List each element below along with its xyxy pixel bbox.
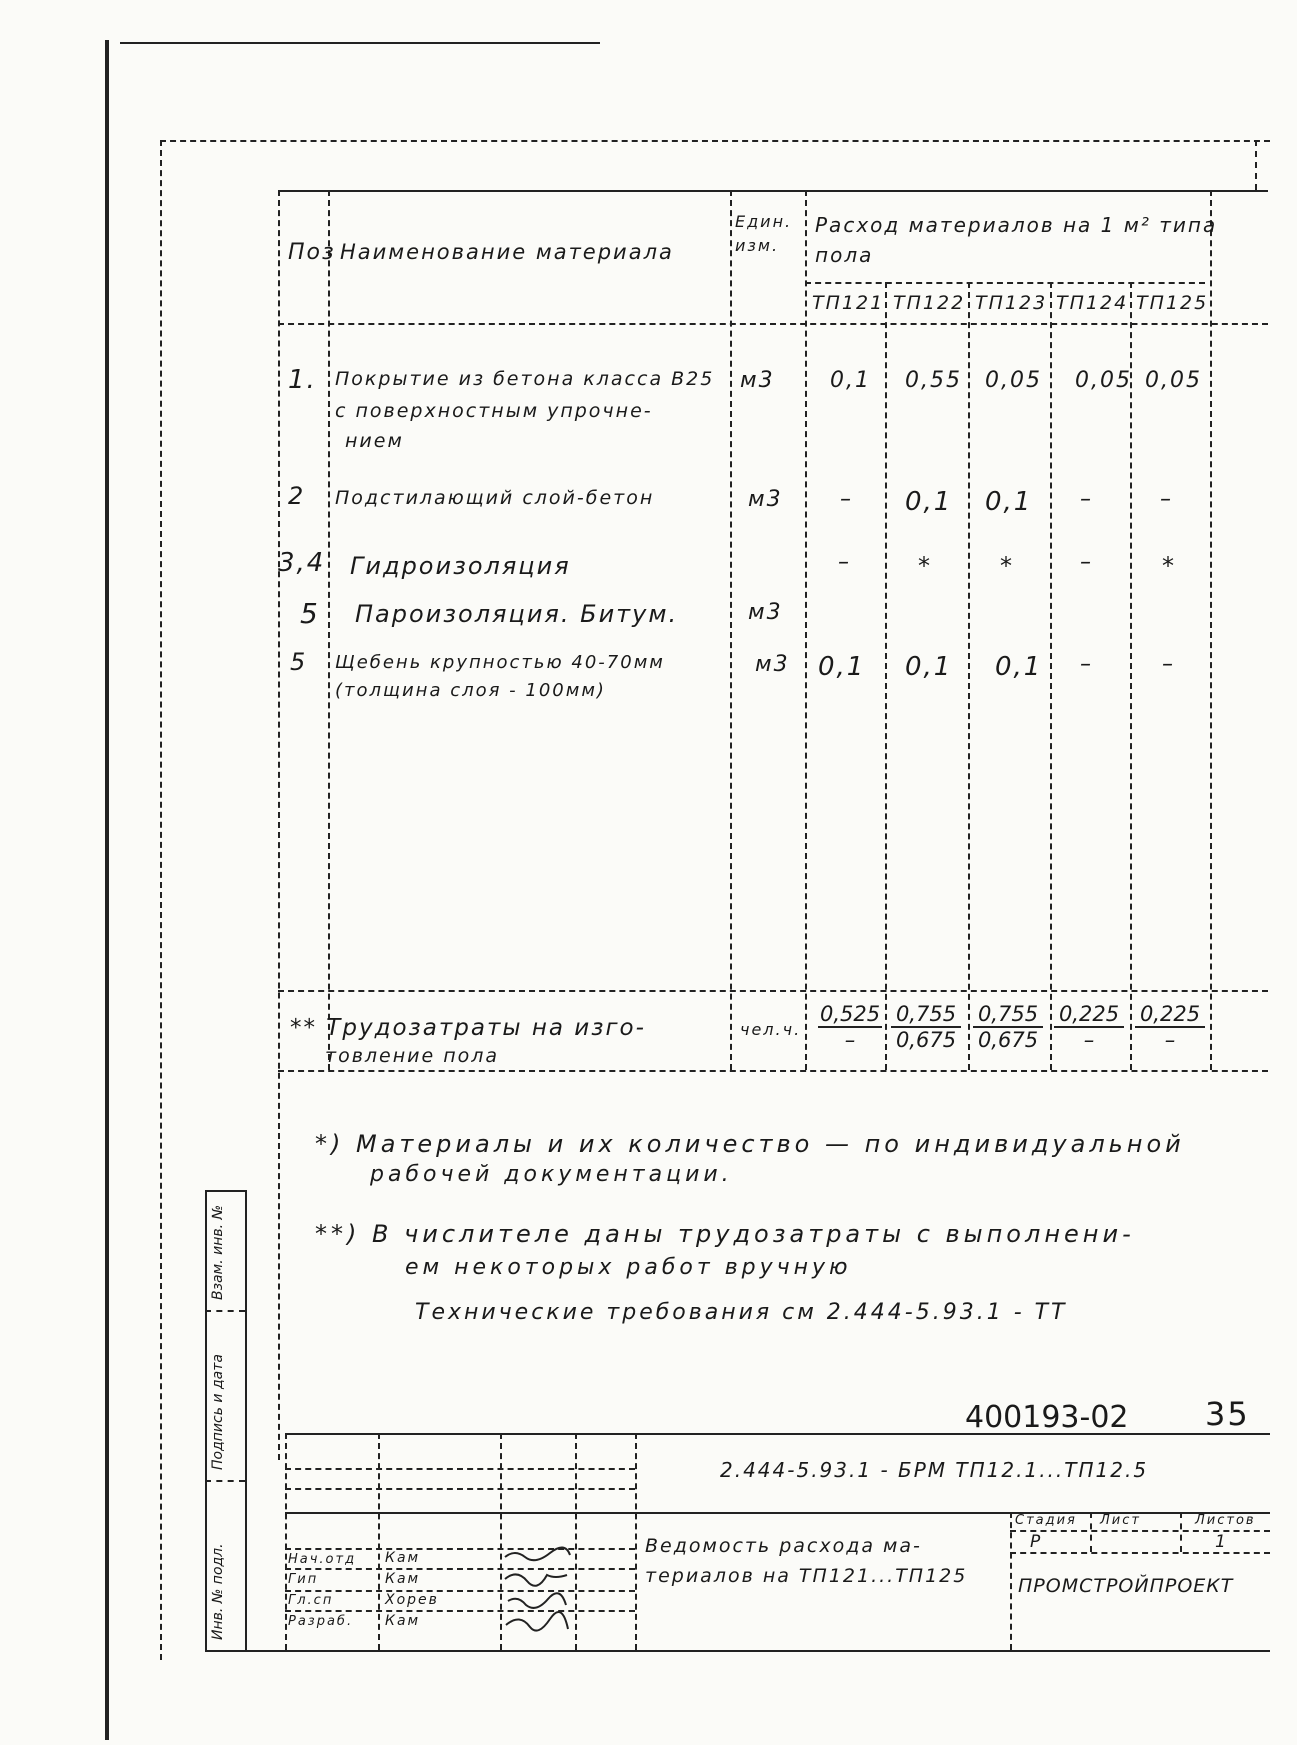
row3-val-5: *	[1162, 552, 1176, 580]
row5-val-4: –	[1080, 652, 1093, 677]
row5-val-1: 0,1	[818, 652, 866, 682]
side-stamp-div2	[205, 1480, 245, 1482]
role-1: Нач.отд	[288, 1552, 357, 1567]
row1-name-line2: с поверхностным упрочне-	[335, 400, 653, 422]
doc-title-line2: териалов на ТП121...ТП125	[645, 1565, 968, 1587]
labor-label-line1: ** Трудозатраты на изго-	[290, 1015, 646, 1041]
role-4: Разраб.	[288, 1614, 354, 1629]
row3-val-4: –	[1080, 550, 1093, 575]
labor-row-top	[278, 990, 1268, 992]
inner-frame-left	[160, 140, 162, 1660]
sheet-reference: 35	[1205, 1395, 1250, 1433]
stamp-col-5	[635, 1433, 637, 1650]
note1-line1: *) Материалы и их количество — по индивидуальной	[315, 1130, 1185, 1158]
stamp-bottom-border	[205, 1650, 1270, 1652]
row4-pos: 5	[300, 597, 320, 630]
row1-val-1: 0,1	[830, 368, 871, 393]
col-divider-t5	[1210, 190, 1212, 1070]
row2-val-3: 0,1	[985, 487, 1033, 517]
type-header-divider	[805, 282, 1205, 284]
row5-unit: м3	[755, 652, 790, 677]
row5-val-3: 0,1	[995, 652, 1043, 682]
inner-frame-top	[160, 140, 1270, 142]
header-name: Наименование материала	[340, 240, 674, 264]
labor-val-5: 0,225 –	[1135, 1002, 1205, 1052]
header-type-2: ТП122	[893, 292, 966, 314]
header-unit: Един. изм.	[735, 212, 793, 255]
row1-val-2: 0,55	[905, 368, 962, 393]
row5-name-line2: (толщина слоя - 100мм)	[335, 680, 606, 701]
row2-val-4: –	[1080, 487, 1093, 512]
labor-label-line2: товление пола	[325, 1045, 500, 1067]
sheet-label: Лист	[1100, 1513, 1141, 1528]
col-divider-t3	[1050, 282, 1052, 1070]
col-divider-t4	[1130, 282, 1132, 1070]
row1-pos: 1.	[288, 365, 317, 395]
stamp-top-border	[285, 1433, 1270, 1435]
sheets-label: Листов	[1195, 1513, 1256, 1528]
stamp-stage-divider	[1010, 1530, 1270, 1532]
labor-val-4: 0,225 –	[1054, 1002, 1124, 1052]
stamp-col-6	[1010, 1512, 1012, 1650]
side-label-replace: Взам. инв. №	[210, 1204, 226, 1300]
row1-unit: м3	[740, 368, 775, 393]
table-top-border	[278, 190, 1268, 192]
stamp-row-3	[285, 1548, 635, 1550]
outer-frame-top	[120, 42, 600, 44]
row1-val-4: 0,05	[1075, 368, 1132, 393]
doc-code: 2.444-5.93.1 - БРМ ТП12.1...ТП12.5	[720, 1458, 1149, 1482]
doc-title-line1: Ведомость расхода ма-	[645, 1535, 922, 1557]
row3-val-2: *	[918, 552, 932, 580]
row1-name-line3: нием	[345, 430, 404, 452]
row1-val-5: 0,05	[1145, 368, 1202, 393]
inner-frame-right	[1255, 140, 1257, 190]
row3-val-3: *	[1000, 552, 1014, 580]
name-1: Кам	[385, 1550, 421, 1566]
col-divider-name	[730, 190, 732, 1070]
side-stamp-top	[205, 1190, 245, 1192]
header-type-5: ТП125	[1136, 292, 1209, 314]
header-type-1: ТП121	[812, 292, 885, 314]
stamp-col-2	[378, 1433, 380, 1650]
labor-val-3: $\frac{0,755}{0,675}$	[973, 1002, 1043, 1052]
row2-val-1: –	[840, 487, 853, 512]
labor-row-bottom	[278, 1070, 1268, 1072]
row3-val-1: –	[838, 550, 851, 575]
name-4: Кам	[385, 1613, 421, 1629]
row5-val-2: 0,1	[905, 652, 953, 682]
row2-val-2: 0,1	[905, 487, 953, 517]
labor-val-1: 0,525 –	[820, 1002, 881, 1052]
row2-val-5: –	[1160, 487, 1173, 512]
header-pos: Поз	[288, 240, 336, 265]
table-left-border	[278, 190, 280, 1460]
side-stamp-border-right	[245, 1190, 247, 1650]
stage-value: Р	[1030, 1532, 1043, 1552]
tech-requirements: Технические требования см 2.444-5.93.1 - ТТ	[415, 1300, 1068, 1325]
row3-pos: 3,4	[278, 548, 326, 578]
col-divider-pos	[328, 190, 330, 1070]
row1-name-line1: Покрытие из бетона класса В25	[335, 368, 715, 390]
side-stamp-border-left	[205, 1190, 207, 1650]
role-2: Гип	[288, 1572, 319, 1587]
row1-val-3: 0,05	[985, 368, 1042, 393]
stamp-row-6	[285, 1610, 635, 1612]
stamp-org-divider	[1010, 1552, 1270, 1554]
header-type-3: ТП123	[975, 292, 1048, 314]
header-consumption: Расход материалов на 1 м² типа пола	[815, 213, 1218, 267]
stamp-row-4	[285, 1568, 635, 1570]
header-type-4: ТП124	[1056, 292, 1129, 314]
row5-name-line1: Щебень крупностью 40-70мм	[335, 652, 665, 673]
row2-name: Подстилающий слой-бетон	[335, 487, 655, 509]
row4-name: Пароизоляция. Битум.	[355, 600, 679, 628]
labor-unit: чел.ч.	[740, 1020, 802, 1039]
note2-line1: **) В числителе даны трудозатраты с выполнени-	[315, 1220, 1135, 1248]
stamp-col-8	[1180, 1512, 1182, 1552]
note2-line2: ем некоторых работ вручную	[405, 1255, 852, 1280]
header-row-divider	[278, 323, 1268, 325]
row3-name: Гидроизоляция	[350, 552, 571, 580]
col-divider-unit	[805, 190, 807, 1070]
note1-line2: рабочей документации.	[370, 1162, 733, 1187]
side-label-sign: Подпись и дата	[210, 1354, 226, 1470]
labor-val-2: $\frac{0,755}{0,675}$	[891, 1002, 961, 1052]
row5-pos: 5	[290, 648, 308, 676]
name-2: Кам	[385, 1571, 421, 1587]
row2-pos: 2	[288, 482, 306, 510]
stamp-col-1	[285, 1433, 287, 1650]
stamp-row-2	[285, 1488, 635, 1490]
sheets-value: 1	[1215, 1532, 1228, 1552]
stamp-col-4	[575, 1433, 577, 1650]
stage-label: Стадия	[1015, 1513, 1077, 1528]
org-name: ПРОМСТРОЙПРОЕКТ	[1018, 1575, 1234, 1597]
stamp-row-1	[285, 1468, 635, 1470]
outer-frame-left	[105, 40, 109, 1740]
row2-unit: м3	[748, 487, 783, 512]
row5-val-5: –	[1162, 652, 1175, 677]
role-3: Гл.сп	[288, 1593, 334, 1608]
stamp-col-7	[1090, 1512, 1092, 1552]
archive-number: 400193-02	[965, 1400, 1129, 1435]
row4-unit: м3	[748, 600, 783, 625]
col-divider-t2	[968, 282, 970, 1070]
signatures	[500, 1545, 575, 1650]
stamp-row-5	[285, 1590, 635, 1592]
side-stamp-div1	[205, 1310, 245, 1312]
side-label-inv: Инв. № подл.	[210, 1543, 226, 1640]
name-3: Хорев	[385, 1592, 439, 1608]
col-divider-t1	[885, 282, 887, 1070]
